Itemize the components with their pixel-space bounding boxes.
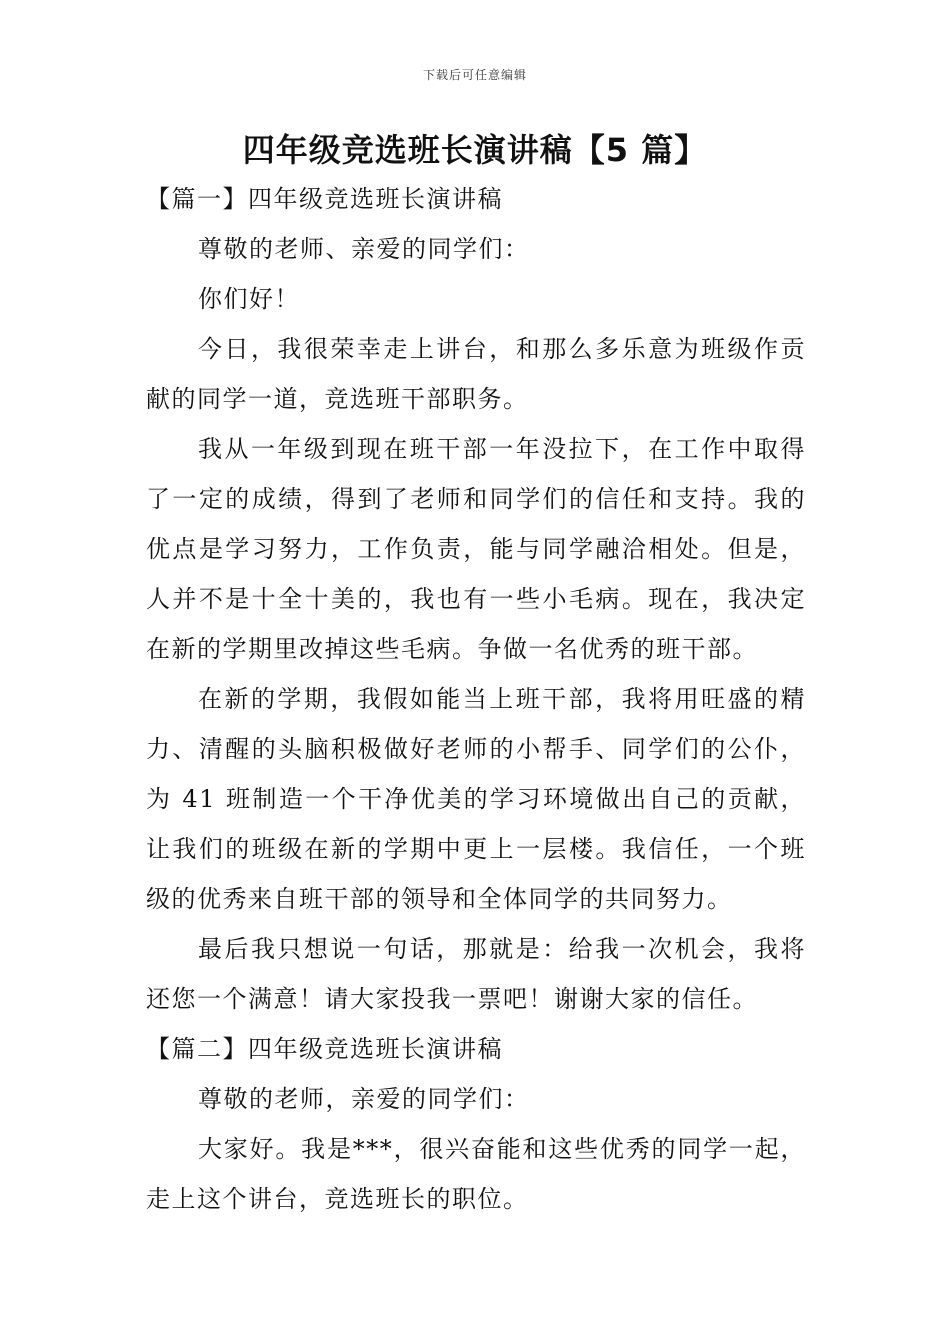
document-body	[146, 174, 806, 1224]
paragraph: 大家好。我是***，很兴奋能和这些优秀的同学一起，走上这个讲台，竞选班长的职位。	[146, 1135, 806, 1213]
paragraph-greeting: 尊敬的老师、亲爱的同学们：	[198, 235, 530, 263]
header-note: 下载后可任意编辑	[422, 68, 527, 82]
paragraph-hello: 你们好！	[198, 285, 300, 313]
paragraph: 在新的学期，我假如能当上班干部，我将用旺盛的精力、清醒的头脑积极做好老师的小帮手、同学们的公仆，为 41 班制造一个干净优美的学习环境做出自己的贡献，让我们的班级在新的学期中更上一层楼。我信任，一个班级的优秀来自班干部的领导和全体同学的共同努力。	[146, 685, 806, 913]
paragraph-greeting: 尊敬的老师，亲爱的同学们：	[198, 1085, 530, 1113]
paragraph: 今日，我很荣幸走上讲台，和那么多乐意为班级作贡献的同学一道，竞选班干部职务。	[146, 335, 806, 413]
paragraph: 我从一年级到现在班干部一年没拉下，在工作中取得了一定的成绩，得到了老师和同学们的信任和支持。我的优点是学习努力，工作负责，能与同学融洽相处。但是，人并不是十全十美的，我也有一些小毛病。现在，我决定在新的学期里改掉这些毛病。争做一名优秀的班干部。	[146, 435, 806, 663]
section-heading-1: 【篇一】四年级竞选班长演讲稿	[146, 185, 503, 213]
paragraph: 最后我只想说一句话，那就是：给我一次机会，我将还您一个满意！请大家投我一票吧！谢谢大家的信任。	[146, 935, 806, 1013]
section-heading-2: 【篇二】四年级竞选班长演讲稿	[146, 1035, 503, 1063]
page-title: 四年级竞选班长演讲稿【5 篇】	[242, 131, 708, 169]
